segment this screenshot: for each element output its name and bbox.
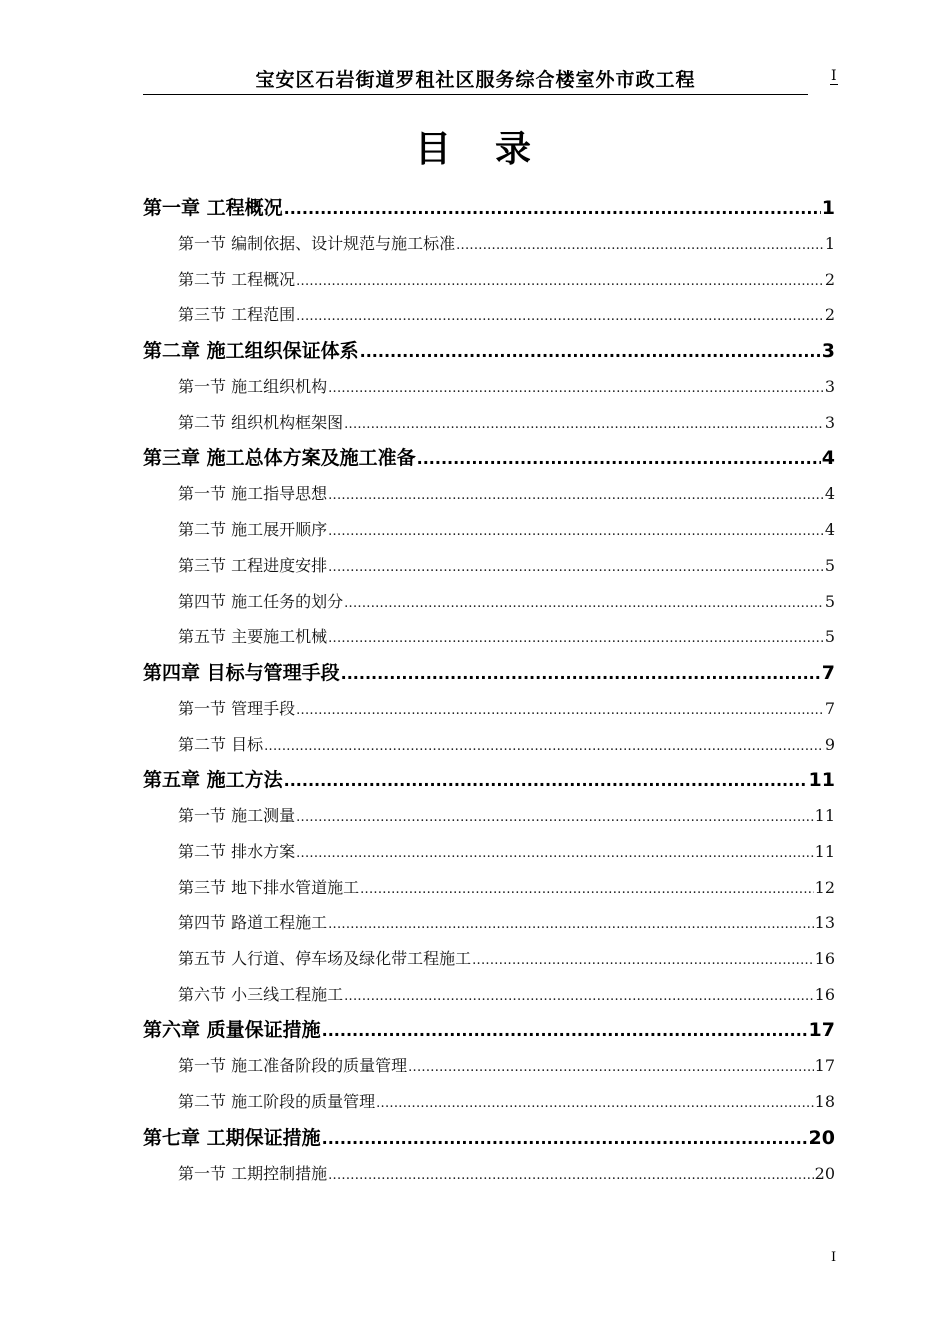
table-of-contents [143,190,835,1191]
toc-entry-label: 第一节 施工准备阶段的质量管理 [178,1056,408,1076]
toc-leader-dots [296,299,824,333]
toc-leader-dots [360,872,814,906]
toc-leader-dots [328,550,824,584]
toc-entry-label: 第五章 施工方法 [143,769,283,792]
toc-entry-page: 2 [824,305,835,325]
toc-entry-label: 第四节 路道工程施工 [178,913,328,933]
toc-entry-page: 17 [814,1056,835,1076]
toc-leader-dots [328,514,824,548]
document-title: 目 录 [414,129,535,170]
toc-leader-dots [344,407,824,441]
toc-leader-dots [296,264,824,298]
toc-leader-dots [417,441,821,476]
toc-leader-dots [284,763,808,798]
toc-entry-page: 5 [824,627,835,647]
toc-entry-label: 第一节 工期控制措施 [178,1163,328,1183]
toc-entry-page: 3 [824,412,835,432]
toc-entry-label: 第一节 管理手段 [178,698,296,718]
toc-entry-page: 5 [824,591,835,611]
toc-leader-dots [456,228,824,262]
toc-leader-dots [296,800,814,834]
toc-entry-label: 第一节 施工组织机构 [178,377,328,397]
toc-entry-page: 11 [814,841,835,861]
toc-entry-label: 第五节 主要施工机械 [178,627,328,647]
toc-entry-label: 第一节 施工测量 [178,806,296,826]
toc-leader-dots [322,1013,808,1048]
toc-leader-dots [341,656,821,691]
toc-leader-dots [322,1121,808,1156]
toc-leader-dots [408,1050,814,1084]
toc-leader-dots [472,943,814,977]
toc-section-entry[interactable] [143,262,835,298]
toc-entry-page: 4 [824,484,835,504]
toc-chapter-entry[interactable] [143,190,835,226]
header-page-number: I [831,68,837,84]
toc-entry-label: 第一章 工程概况 [143,197,283,219]
toc-entry-page: 7 [824,698,835,718]
header-title: 宝安区石岩街道罗租社区服务综合楼室外市政工程 [255,69,696,91]
toc-entry-page: 3 [821,340,835,363]
toc-section-entry[interactable] [143,584,835,620]
footer-page-number: I [831,1250,837,1265]
toc-chapter-entry[interactable] [143,440,835,476]
toc-section-entry[interactable] [143,476,835,512]
toc-leader-dots [284,191,821,226]
toc-entry-page: 5 [824,555,835,575]
toc-entry-label: 第一节 施工指导思想 [178,484,328,504]
toc-section-entry[interactable] [143,834,835,870]
toc-leader-dots [328,621,824,655]
toc-section-entry[interactable] [143,1156,835,1192]
toc-section-entry[interactable] [143,619,835,655]
toc-leader-dots [328,907,814,941]
toc-section-entry[interactable] [143,405,835,441]
page-header [143,66,808,95]
toc-chapter-entry[interactable] [143,655,835,691]
toc-chapter-entry[interactable] [143,1012,835,1048]
toc-entry-page: 9 [824,734,835,754]
toc-entry-page: 1 [824,234,835,253]
toc-leader-dots [296,836,814,870]
toc-entry-page: 4 [824,520,835,540]
toc-entry-page: 12 [814,877,835,897]
toc-section-entry[interactable] [143,512,835,548]
toc-entry-label: 第二节 目标 [178,734,264,754]
toc-entry-label: 第六章 质量保证措施 [143,1019,321,1042]
toc-leader-dots [264,729,824,763]
toc-entry-page: 3 [824,377,835,397]
toc-entry-label: 第七章 工期保证措施 [143,1126,321,1149]
toc-entry-label: 第三节 工程范围 [178,305,296,325]
toc-section-entry[interactable] [143,977,835,1013]
toc-leader-dots [344,586,824,620]
toc-entry-label: 第二节 排水方案 [178,841,296,861]
toc-entry-label: 第四节 施工任务的划分 [178,591,344,611]
toc-leader-dots [344,979,814,1013]
toc-section-entry[interactable] [143,1084,835,1120]
toc-chapter-entry[interactable] [143,1120,835,1156]
toc-entry-label: 第二节 施工展开顺序 [178,520,328,540]
toc-section-entry[interactable] [143,297,835,333]
toc-section-entry[interactable] [143,905,835,941]
toc-entry-page: 13 [814,913,835,933]
toc-entry-label: 第六节 小三线工程施工 [178,984,344,1004]
toc-section-entry[interactable] [143,870,835,906]
toc-entry-label: 第四章 目标与管理手段 [143,661,340,684]
toc-entry-page: 1 [821,197,835,219]
toc-section-entry[interactable] [143,548,835,584]
toc-entry-label: 第二节 施工阶段的质量管理 [178,1092,376,1112]
toc-leader-dots [328,1158,814,1192]
toc-section-entry[interactable] [143,691,835,727]
toc-entry-page: 17 [808,1019,835,1042]
toc-entry-page: 16 [814,984,835,1004]
toc-chapter-entry[interactable] [143,762,835,798]
toc-leader-dots [328,478,824,512]
toc-entry-label: 第一节 编制依据、设计规范与施工标准 [178,234,456,253]
toc-section-entry[interactable] [143,727,835,763]
toc-leader-dots [376,1086,814,1120]
toc-section-entry[interactable] [143,369,835,405]
toc-entry-page: 11 [808,769,835,792]
toc-section-entry[interactable] [143,798,835,834]
toc-entry-page: 4 [821,447,835,470]
toc-entry-page: 7 [821,661,835,684]
toc-entry-page: 20 [814,1163,835,1183]
toc-entry-page: 18 [814,1092,835,1112]
toc-entry-page: 20 [808,1126,835,1149]
toc-entry-label: 第三章 施工总体方案及施工准备 [143,447,416,470]
toc-entry-label: 第三节 地下排水管道施工 [178,877,360,897]
toc-entry-page: 2 [824,269,835,289]
toc-leader-dots [296,693,824,727]
toc-section-entry[interactable] [143,1048,835,1084]
toc-entry-page: 16 [814,949,835,968]
toc-section-entry[interactable] [143,941,835,977]
toc-entry-label: 第三节 工程进度安排 [178,555,328,575]
toc-entry-label: 第二章 施工组织保证体系 [143,340,359,363]
toc-entry-label: 第二节 组织机构框架图 [178,412,344,432]
toc-leader-dots [360,334,821,369]
toc-entry-page: 11 [814,806,835,826]
toc-chapter-entry[interactable] [143,333,835,369]
toc-leader-dots [328,371,824,405]
toc-section-entry[interactable] [143,226,835,262]
toc-entry-label: 第五节 人行道、停车场及绿化带工程施工 [178,949,472,968]
toc-entry-label: 第二节 工程概况 [178,269,296,289]
